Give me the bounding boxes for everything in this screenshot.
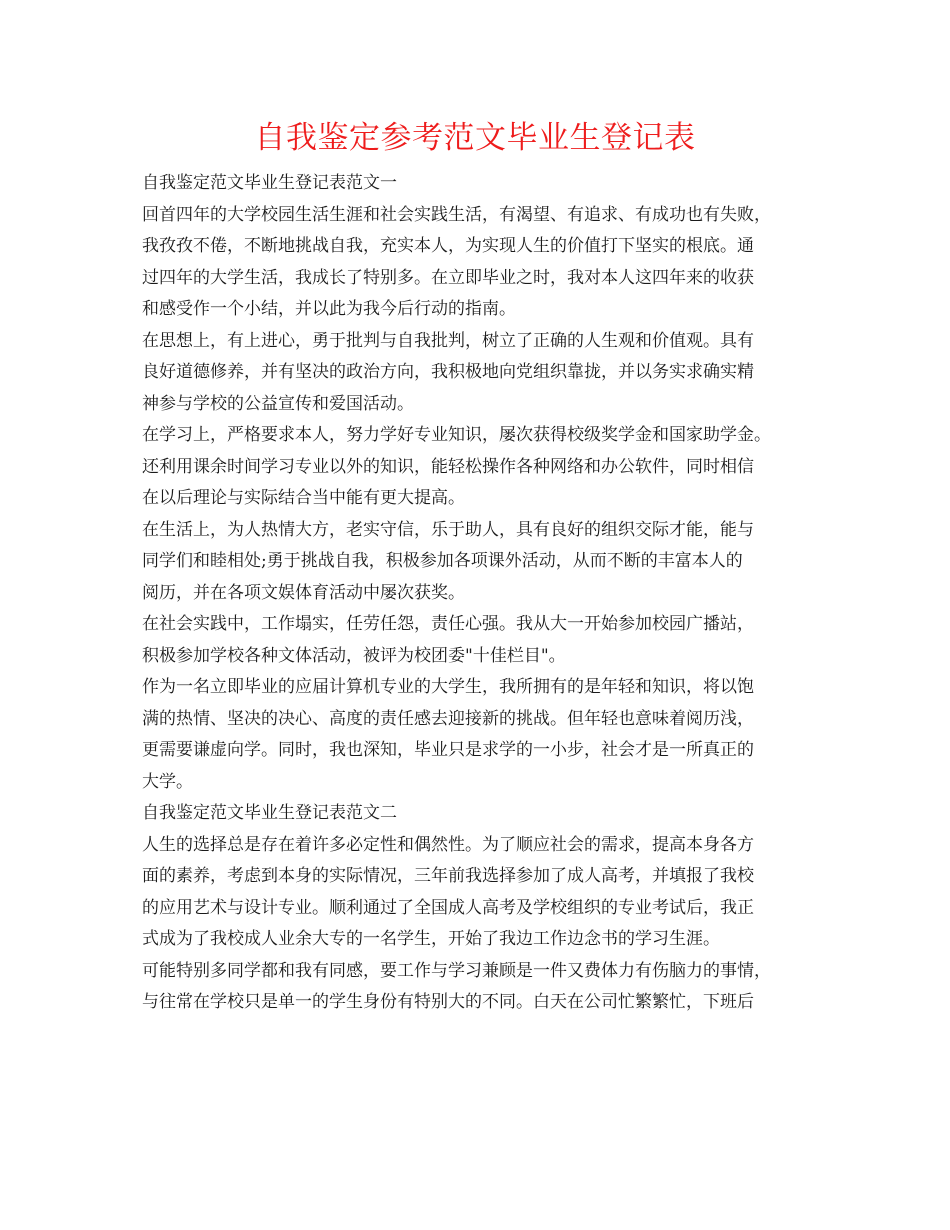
section-heading-2: 自我鉴定范文毕业生登记表范文二 — [142, 803, 397, 823]
text-line: 良好道德修养，并有坚决的政治方向，我积极地向党组织靠拢，并以务实求确实精 — [142, 362, 754, 382]
text-line: 和感受作一个小结，并以此为我今后行动的指南。 — [142, 299, 516, 319]
text-line: 在社会实践中，工作塌实，任劳任怨，责任心强。我从大一开始参加校园广播站， — [142, 614, 754, 634]
text-line: 阅历，并在各项文娱体育活动中屡次获奖。 — [142, 582, 465, 603]
text-line: 人生的选择总是存在着许多必定性和偶然性。为了顺应社会的需求，提高本身各方 — [142, 834, 754, 855]
text-line: 在生活上，为人热情大方，老实守信，乐于助人，具有良好的组织交际才能，能与 — [142, 519, 754, 540]
text-line: 神参与学校的公益宣传和爱国活动。 — [142, 393, 414, 414]
text-line: 作为一名立即毕业的应届计算机专业的大学生，我所拥有的是年轻和知识，将以饱 — [142, 677, 754, 697]
text-line: 更需要谦虚向学。同时，我也深知，毕业只是求学的一小步，社会才是一所真正的 — [142, 740, 754, 760]
text-line: 可能特别多同学都和我有同感，要工作与学习兼顾是一件又费体力有伤脑力的事情， — [142, 960, 771, 981]
text-line: 在学习上，严格要求本人，努力学好专业知识，屡次获得校级奖学金和国家助学金。 — [142, 425, 771, 445]
text-line: 同学们和睦相处;勇于挑战自我，积极参加各项课外活动，从而不断的丰富本人的 — [142, 551, 743, 571]
text-line: 与往常在学校只是单一的学生身份有特别大的不同。白天在公司忙繁繁忙，下班后 — [142, 992, 754, 1012]
document-body — [142, 168, 822, 1019]
document-title: 自我鉴定参考范文毕业生登记表 — [254, 120, 696, 156]
text-line: 回首四年的大学校园生活生涯和社会实践生活，有渴望、有追求、有成功也有失败， — [142, 204, 771, 225]
text-line: 我孜孜不倦，不断地挑战自我，充实本人，为实现人生的价值打下坚实的根底。通 — [142, 236, 754, 256]
text-line: 满的热情、坚决的决心、高度的责任感去迎接新的挑战。但年轻也意味着阅历浅， — [142, 708, 754, 729]
text-line: 大学。 — [142, 771, 193, 792]
text-line: 积极参加学校各种文体活动，被评为校团委"十佳栏目"。 — [142, 645, 566, 666]
text-line: 在以后理论与实际结合当中能有更大提高。 — [142, 488, 465, 508]
text-line: 在思想上，有上进心，勇于批判与自我批判，树立了正确的人生观和价值观。具有 — [142, 330, 754, 351]
section-heading-1: 自我鉴定范文毕业生登记表范文一 — [142, 173, 397, 193]
text-line: 面的素养，考虑到本身的实际情况，三年前我选择参加了成人高考，并填报了我校 — [142, 866, 754, 886]
text-line: 还利用课余时间学习专业以外的知识，能轻松操作各种网络和办公软件，同时相信 — [142, 456, 754, 477]
text-line: 过四年的大学生活，我成长了特别多。在立即毕业之时，我对本人这四年来的收获 — [142, 267, 754, 288]
text-line: 式成为了我校成人业余大专的一名学生，开始了我边工作边念书的学习生涯。 — [142, 929, 720, 949]
text-line: 的应用艺术与设计专业。顺利通过了全国成人高考及学校组织的专业考试后，我正 — [142, 897, 754, 918]
